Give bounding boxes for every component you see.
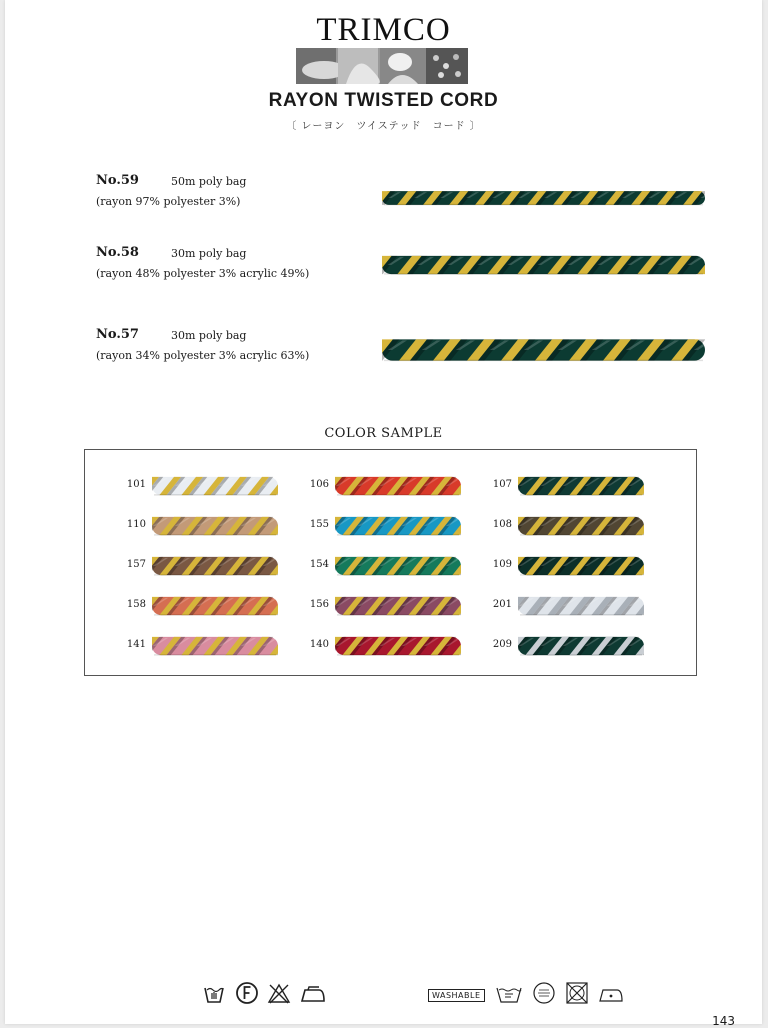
product-packaging: 30m poly bag — [171, 329, 247, 342]
color-swatch-109 — [488, 554, 628, 578]
swatch-cord-image — [518, 474, 644, 498]
washable-label: WASHABLE — [428, 989, 485, 1002]
product-number: No.58 — [96, 245, 139, 260]
swatch-cord-image — [335, 514, 461, 538]
swatch-code: 141 — [126, 639, 146, 650]
iron-icon — [299, 978, 327, 1008]
color-sample-grid — [84, 449, 697, 676]
brand-photo-banner — [296, 48, 468, 84]
swatch-code: 157 — [126, 559, 146, 570]
color-sample-heading: COLOR SAMPLE — [324, 426, 443, 441]
color-swatch-158 — [122, 594, 262, 618]
product-composition: (rayon 34% polyester 3% acrylic 63%) — [96, 349, 310, 362]
swatch-code: 107 — [492, 479, 512, 490]
product-title: RAYON TWISTED CORD — [268, 90, 499, 111]
iron-low-icon — [597, 978, 625, 1008]
color-swatch-154 — [305, 554, 445, 578]
color-swatch-106 — [305, 474, 445, 498]
color-swatch-107 — [488, 474, 628, 498]
hand-wash-icon — [203, 978, 225, 1008]
product-no58 — [96, 245, 716, 295]
color-swatch-155 — [305, 514, 445, 538]
bleach-circle-icon — [532, 978, 556, 1008]
color-swatch-140 — [305, 634, 445, 658]
swatch-cord-image — [335, 554, 461, 578]
wash-30-icon — [495, 978, 523, 1008]
product-packaging: 50m poly bag — [171, 175, 247, 188]
no-tumble-dry-icon — [564, 978, 590, 1008]
color-swatch-108 — [488, 514, 628, 538]
swatch-code: 156 — [309, 599, 329, 610]
page-number: 143 — [712, 1014, 735, 1028]
swatch-cord-image — [518, 594, 644, 618]
cord-sample-image — [382, 336, 705, 364]
swatch-code: 209 — [492, 639, 512, 650]
swatch-code: 155 — [309, 519, 329, 530]
swatch-cord-image — [335, 634, 461, 658]
product-no59 — [96, 173, 716, 223]
swatch-code: 154 — [309, 559, 329, 570]
product-no57 — [96, 327, 716, 377]
swatch-cord-image — [518, 514, 644, 538]
product-number: No.57 — [96, 327, 139, 342]
swatch-code: 108 — [492, 519, 512, 530]
brand-logo: TRIMCO — [316, 12, 451, 48]
swatch-cord-image — [152, 554, 278, 578]
product-packaging: 30m poly bag — [171, 247, 247, 260]
product-composition: (rayon 48% polyester 3% acrylic 49%) — [96, 267, 310, 280]
color-swatch-110 — [122, 514, 262, 538]
swatch-code: 109 — [492, 559, 512, 570]
swatch-code: 158 — [126, 599, 146, 610]
swatch-code: 106 — [309, 479, 329, 490]
swatch-cord-image — [152, 634, 278, 658]
color-swatch-141 — [122, 634, 262, 658]
catalog-page — [5, 0, 762, 1028]
product-subtitle-japanese: 〔 レーヨン ツイステッド コード 〕 — [286, 121, 481, 132]
swatch-cord-image — [152, 594, 278, 618]
cord-sample-image — [382, 189, 705, 207]
color-swatch-209 — [488, 634, 628, 658]
no-bleach-icon — [267, 978, 291, 1008]
color-swatch-101 — [122, 474, 262, 498]
swatch-code: 201 — [492, 599, 512, 610]
swatch-cord-image — [335, 594, 461, 618]
product-number: No.59 — [96, 173, 139, 188]
swatch-cord-image — [335, 474, 461, 498]
swatch-cord-image — [152, 474, 278, 498]
swatch-cord-image — [152, 514, 278, 538]
cord-sample-image — [382, 253, 705, 277]
product-composition: (rayon 97% polyester 3%) — [96, 195, 241, 208]
color-swatch-157 — [122, 554, 262, 578]
swatch-cord-image — [518, 554, 644, 578]
color-swatch-156 — [305, 594, 445, 618]
swatch-code: 140 — [309, 639, 329, 650]
color-swatch-201 — [488, 594, 628, 618]
swatch-code: 101 — [126, 479, 146, 490]
dry-clean-f-icon — [235, 978, 259, 1008]
swatch-code: 110 — [126, 519, 146, 530]
swatch-cord-image — [518, 634, 644, 658]
